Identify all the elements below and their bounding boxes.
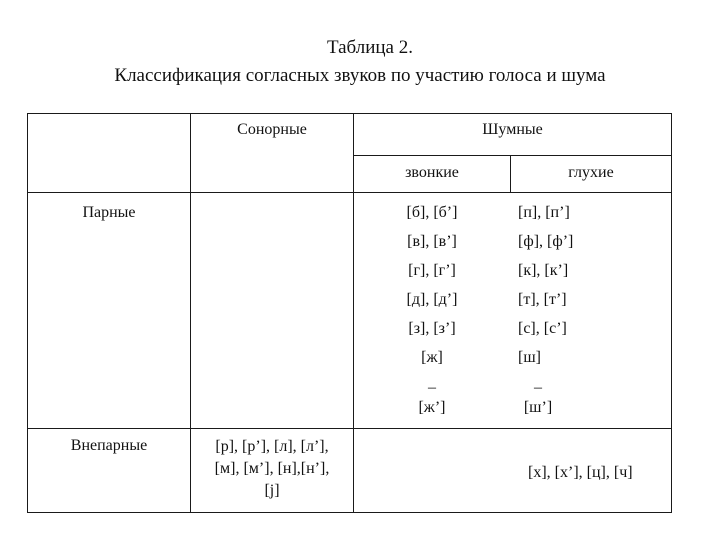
row-label-paired: Парные	[82, 204, 136, 221]
list-item: [м], [м’], [н],[н’],	[214, 460, 330, 477]
list-item: [б], [б’]	[406, 204, 458, 221]
list-item: [ж]	[421, 349, 443, 366]
header-noisy: Шумные	[482, 121, 543, 138]
list-item: [р], [р’], [л], [л’],	[215, 438, 329, 455]
list-item: [ш’]	[523, 399, 553, 416]
paired-voiced-extra	[353, 378, 511, 418]
table-border-top	[27, 113, 672, 114]
unpaired-noisy: [х], [х’], [ц], [ч]	[528, 464, 633, 481]
list-item: [в], [в’]	[407, 233, 457, 250]
list-item: [ф], [ф’]	[518, 233, 574, 250]
paired-voiced-list	[353, 198, 511, 372]
unpaired-sonorous-list	[190, 436, 354, 502]
table-number: Таблица 2.	[326, 37, 413, 58]
row-label-unpaired: Внепарные	[70, 437, 148, 454]
table-caption: Классификация согласных звуков по участию голоса и шума	[114, 65, 606, 86]
header-sonorous: Сонорные	[237, 121, 307, 138]
list-item: [с], [с’]	[518, 320, 567, 337]
list-item: [j]	[264, 482, 280, 499]
list-item: [ж’]	[418, 399, 446, 416]
header-voiceless: глухие	[568, 164, 614, 181]
list-item: [т], [т’]	[518, 291, 567, 308]
paired-voiceless-extra	[518, 378, 558, 418]
list-item: [п], [п’]	[518, 204, 570, 221]
header-divider	[353, 155, 672, 156]
paired-voiceless-list	[510, 198, 596, 372]
list-item: [г], [г’]	[408, 262, 456, 279]
dash-mark: –	[534, 379, 542, 396]
header-voiced: звонкие	[405, 164, 459, 181]
list-item: [ш]	[518, 349, 541, 366]
row-divider	[27, 428, 672, 429]
list-item: [з], [з’]	[408, 320, 456, 337]
table-border-bottom	[27, 512, 672, 513]
dash-mark: –	[428, 379, 436, 396]
header-divider	[27, 192, 672, 193]
list-item: [к], [к’]	[518, 262, 569, 279]
list-item: [д], [д’]	[406, 291, 458, 308]
